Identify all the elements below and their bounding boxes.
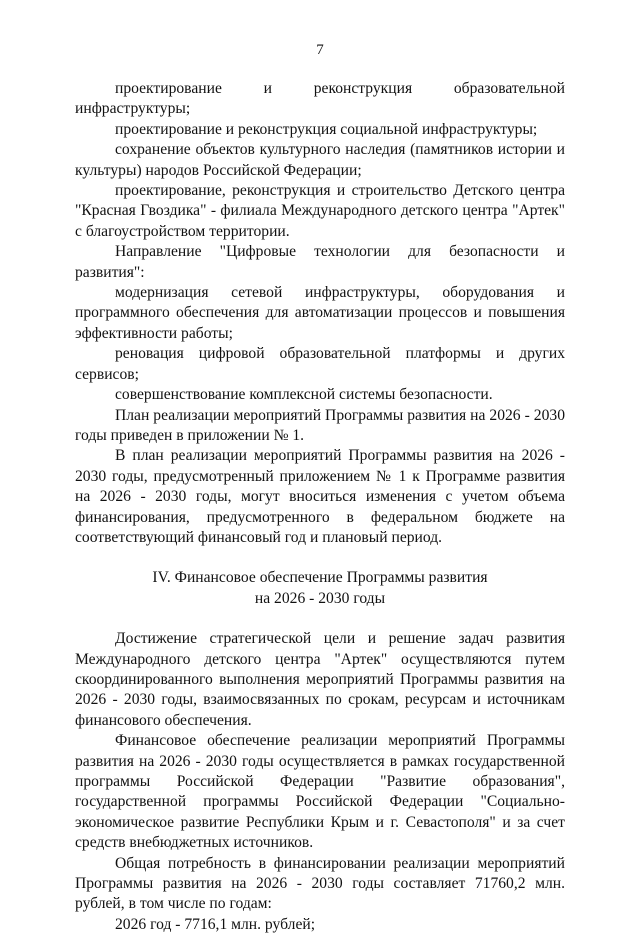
paragraph: Финансовое обеспечение реализации мероприятий Программы развития на 2026 - 2030 годы осуществляется в рамках государственной программы Российской Федерации "Развитие образования", государственной программы Российской Федерации "Социально-экономическое развитие Республики Крым и г. Севастополя" и за счет средств внебюджетных источников. [75, 732, 565, 852]
paragraph: проектирование и реконструкция социальной инфраструктуры; [115, 120, 538, 138]
paragraph: сохранение объектов культурного наследия (памятников истории и культуры) народов Российской Федерации; [75, 141, 565, 179]
paragraph: модернизация сетевой инфраструктуры, оборудования и программного обеспечения для автоматизации процессов и повышения эффективности работы; [75, 284, 565, 342]
paragraph: План реализации мероприятий Программы развития на 2026 - 2030 годы приведен в приложении № 1. [75, 406, 565, 444]
paragraph: проектирование, реконструкция и строительство Детского центра "Красная Гвоздика" - филиала Международного детского центра "Артек" с благоустройством территории. [75, 182, 565, 240]
paragraph: совершенствование комплексной системы безопасности. [115, 386, 493, 404]
paragraph: Направление "Цифровые технологии для безопасности и развития": [75, 243, 565, 281]
paragraph: реновация цифровой образовательной платформы и других сервисов; [75, 345, 565, 383]
spacer [75, 609, 565, 629]
paragraph: Общая потребность в финансировании реализации мероприятий Программы развития на 2026 - 2030 годы составляет 71760,2 млн. рублей, в том числе по годам: [75, 854, 565, 913]
paragraph: 2026 год - 7716,1 млн. рублей; [115, 915, 316, 933]
spacer [75, 548, 565, 568]
paragraph: В план реализации мероприятий Программы развития на 2026 - 2030 годы, предусмотренный приложением № 1 к Программе развития на 2026 - 2030 годы, могут вноситься изменения с учетом объема финансирования, предусмотренного в федеральном бюджете на соответствующий финансовый год и плановый период. [75, 447, 565, 546]
paragraph: Достижение стратегической цели и решение задач развития Международного детского центра "Артек" осуществляются путем скоординированного выполнения мероприятий Программы развития на 2026 - 2030 годы, взаимосвязанных по срокам, ресурсам и источникам финансового обеспечения. [75, 630, 565, 729]
paragraph: проектирование и реконструкция образовательной инфраструктуры; [75, 80, 565, 118]
section-heading-line-2: на 2026 - 2030 годы [254, 589, 386, 607]
page-number: 7 [316, 42, 324, 58]
section-heading-line-1: IV. Финансовое обеспечение Программы развития [152, 569, 488, 587]
document-body [75, 79, 565, 935]
